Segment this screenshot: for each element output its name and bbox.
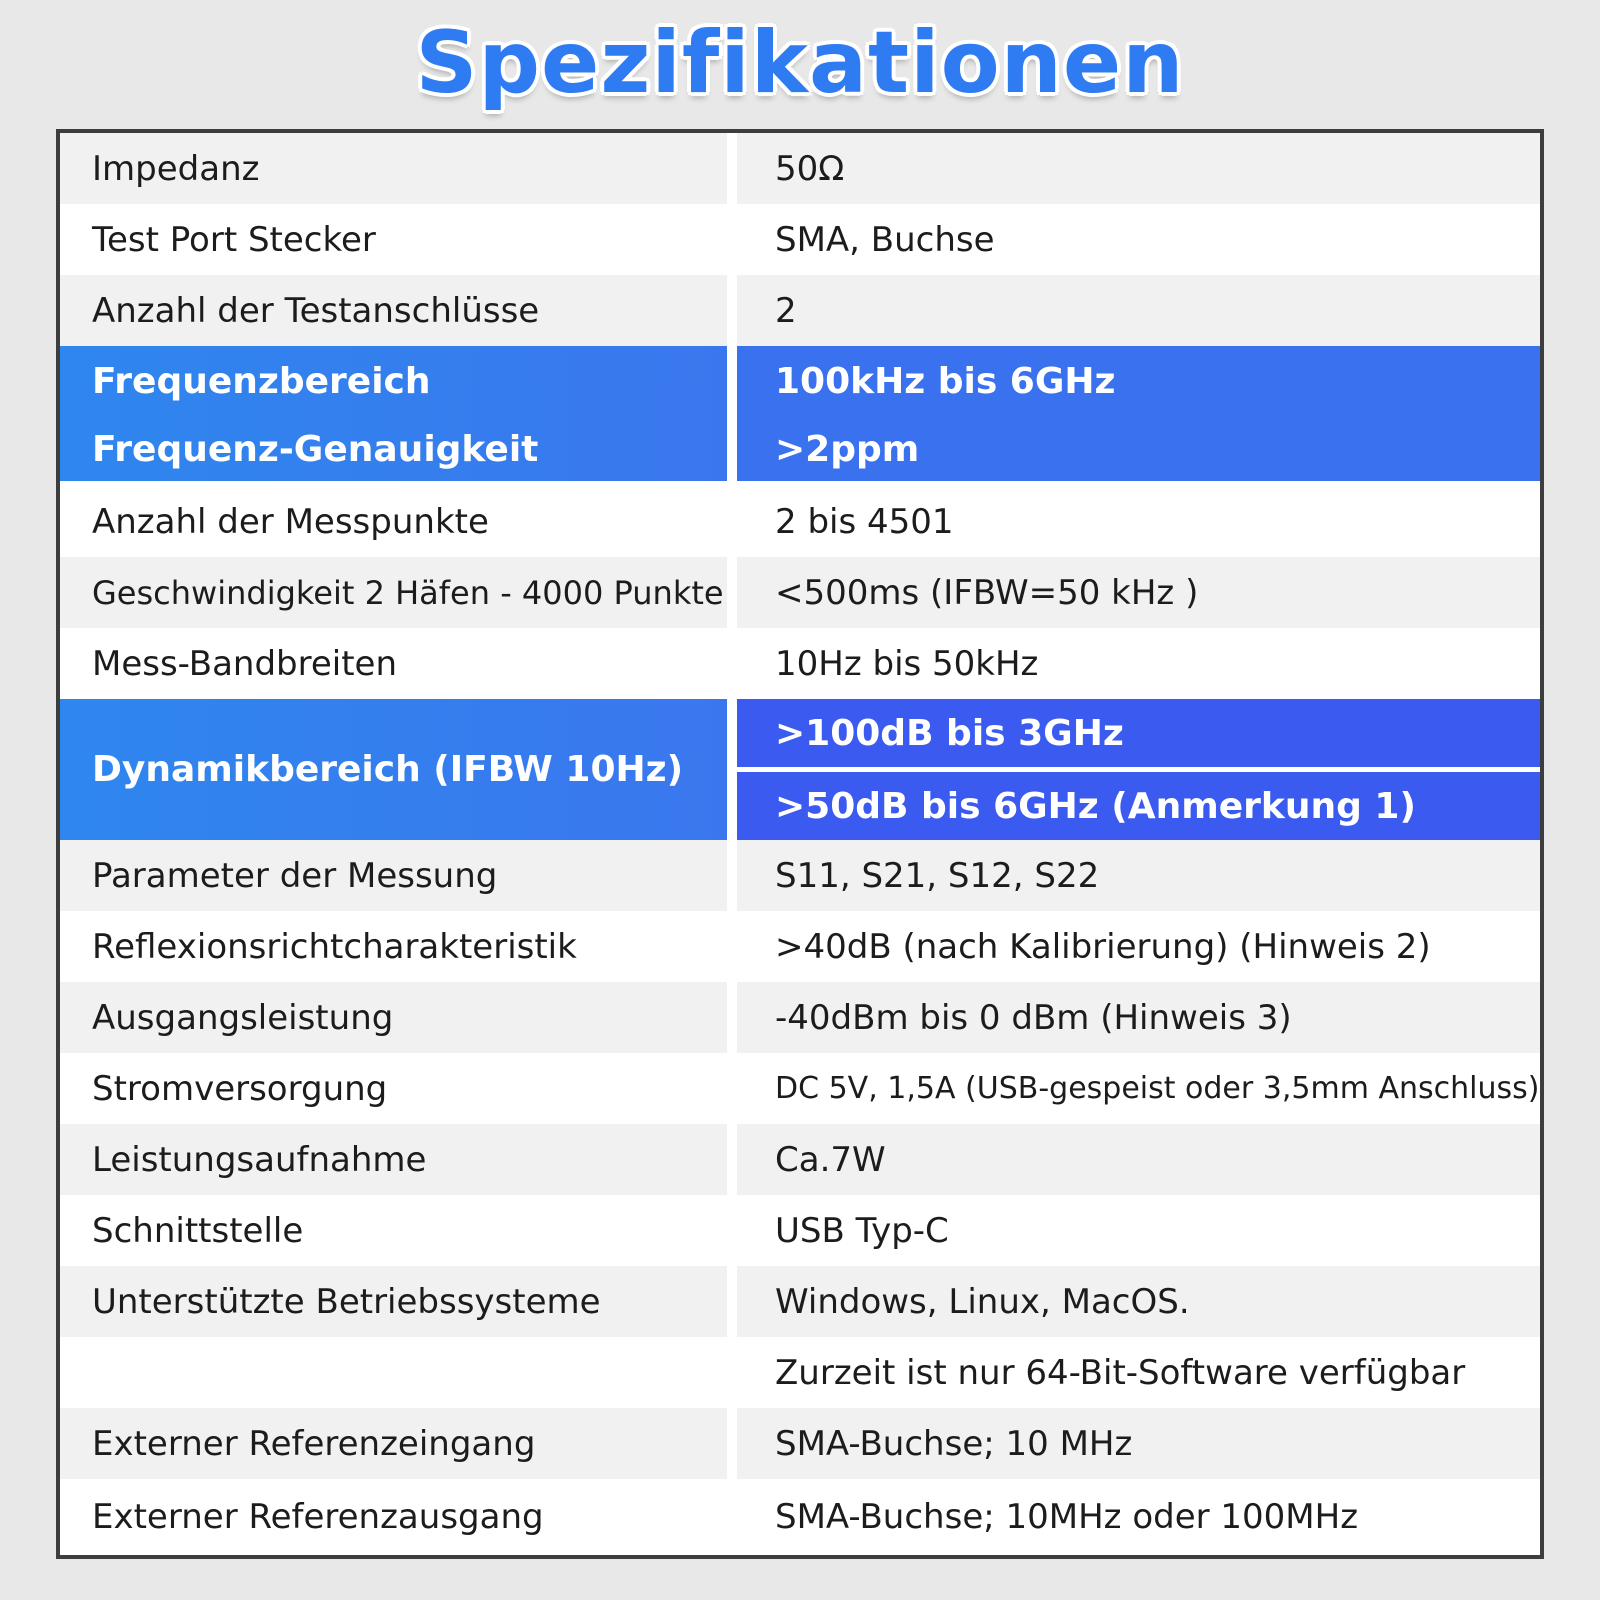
spec-label: Anzahl der Messpunkte [60,486,727,557]
spec-label [60,1337,727,1408]
spec-label: Externer Referenzausgang [60,1479,727,1555]
table-row [60,628,1540,699]
spec-value: 2 bis 4501 [737,486,1540,557]
spec-label: Anzahl der Testanschlüsse [60,275,727,346]
table-row [60,204,1540,275]
table-row-highlight [60,346,1540,417]
table-row [60,275,1540,346]
spec-value: SMA-Buchse; 10MHz oder 100MHz [737,1479,1540,1555]
table-row [60,840,1540,911]
table-row [60,486,1540,557]
spec-label: Frequenzbereich [60,346,727,417]
column-divider [727,699,737,840]
spec-value: 10Hz bis 50kHz [737,628,1540,699]
table-row [60,1266,1540,1337]
spec-label: Impedanz [60,133,727,204]
spec-label: Mess-Bandbreiten [60,628,727,699]
spec-value: Windows, Linux, MacOS. [737,1266,1540,1337]
spec-value: >2ppm [737,417,1540,481]
table-row [60,1408,1540,1479]
table-row-highlight [60,417,1540,481]
spec-value: 50Ω [737,133,1540,204]
spec-value: Ca.7W [737,1124,1540,1195]
spec-label: Ausgangsleistung [60,982,727,1053]
spec-value: 100kHz bis 6GHz [737,346,1540,417]
spec-value: DC 5V, 1,5A (USB-gespeist oder 3,5mm Anschluss) [737,1053,1540,1124]
spec-label: Stromversorgung [60,1053,727,1124]
spec-value: SMA, Buchse [737,204,1540,275]
page-title: Spezifikationen [415,13,1185,113]
table-row [60,1053,1540,1124]
spec-table [56,129,1544,1559]
spec-label: Schnittstelle [60,1195,727,1266]
spec-value: Zurzeit ist nur 64-Bit-Software verfügbar [737,1337,1540,1408]
spec-value: <500ms (IFBW=50 kHz ) [737,557,1540,628]
spec-label: Unterstützte Betriebssysteme [60,1266,727,1337]
spec-value: USB Typ-C [737,1195,1540,1266]
table-row [60,557,1540,628]
spec-value: >50dB bis 6GHz (Anmerkung 1) [737,772,1540,840]
spec-label: Reflexionsrichtcharakteristik [60,911,727,982]
table-row [60,1479,1540,1555]
spec-label: Dynamikbereich (IFBW 10Hz) [60,699,727,840]
spec-label: Leistungsaufnahme [60,1124,727,1195]
spec-label: Parameter der Messung [60,840,727,911]
spec-value: >100dB bis 3GHz [737,699,1540,767]
spec-label: Test Port Stecker [60,204,727,275]
table-row [60,982,1540,1053]
table-row [60,1337,1540,1408]
spec-label: Frequenz-Genauigkeit [60,417,727,481]
table-row [60,911,1540,982]
table-row [60,133,1540,204]
spec-value: 2 [737,275,1540,346]
spec-value: SMA-Buchse; 10 MHz [737,1408,1540,1479]
table-row [60,1124,1540,1195]
spec-label: Geschwindigkeit 2 Häfen - 4000 Punkte [60,557,727,628]
spec-value: >40dB (nach Kalibrierung) (Hinweis 2) [737,911,1540,982]
spec-value: -40dBm bis 0 dBm (Hinweis 3) [737,982,1540,1053]
spec-value: S11, S21, S12, S22 [737,840,1540,911]
table-row [60,1195,1540,1266]
spec-label: Externer Referenzeingang [60,1408,727,1479]
